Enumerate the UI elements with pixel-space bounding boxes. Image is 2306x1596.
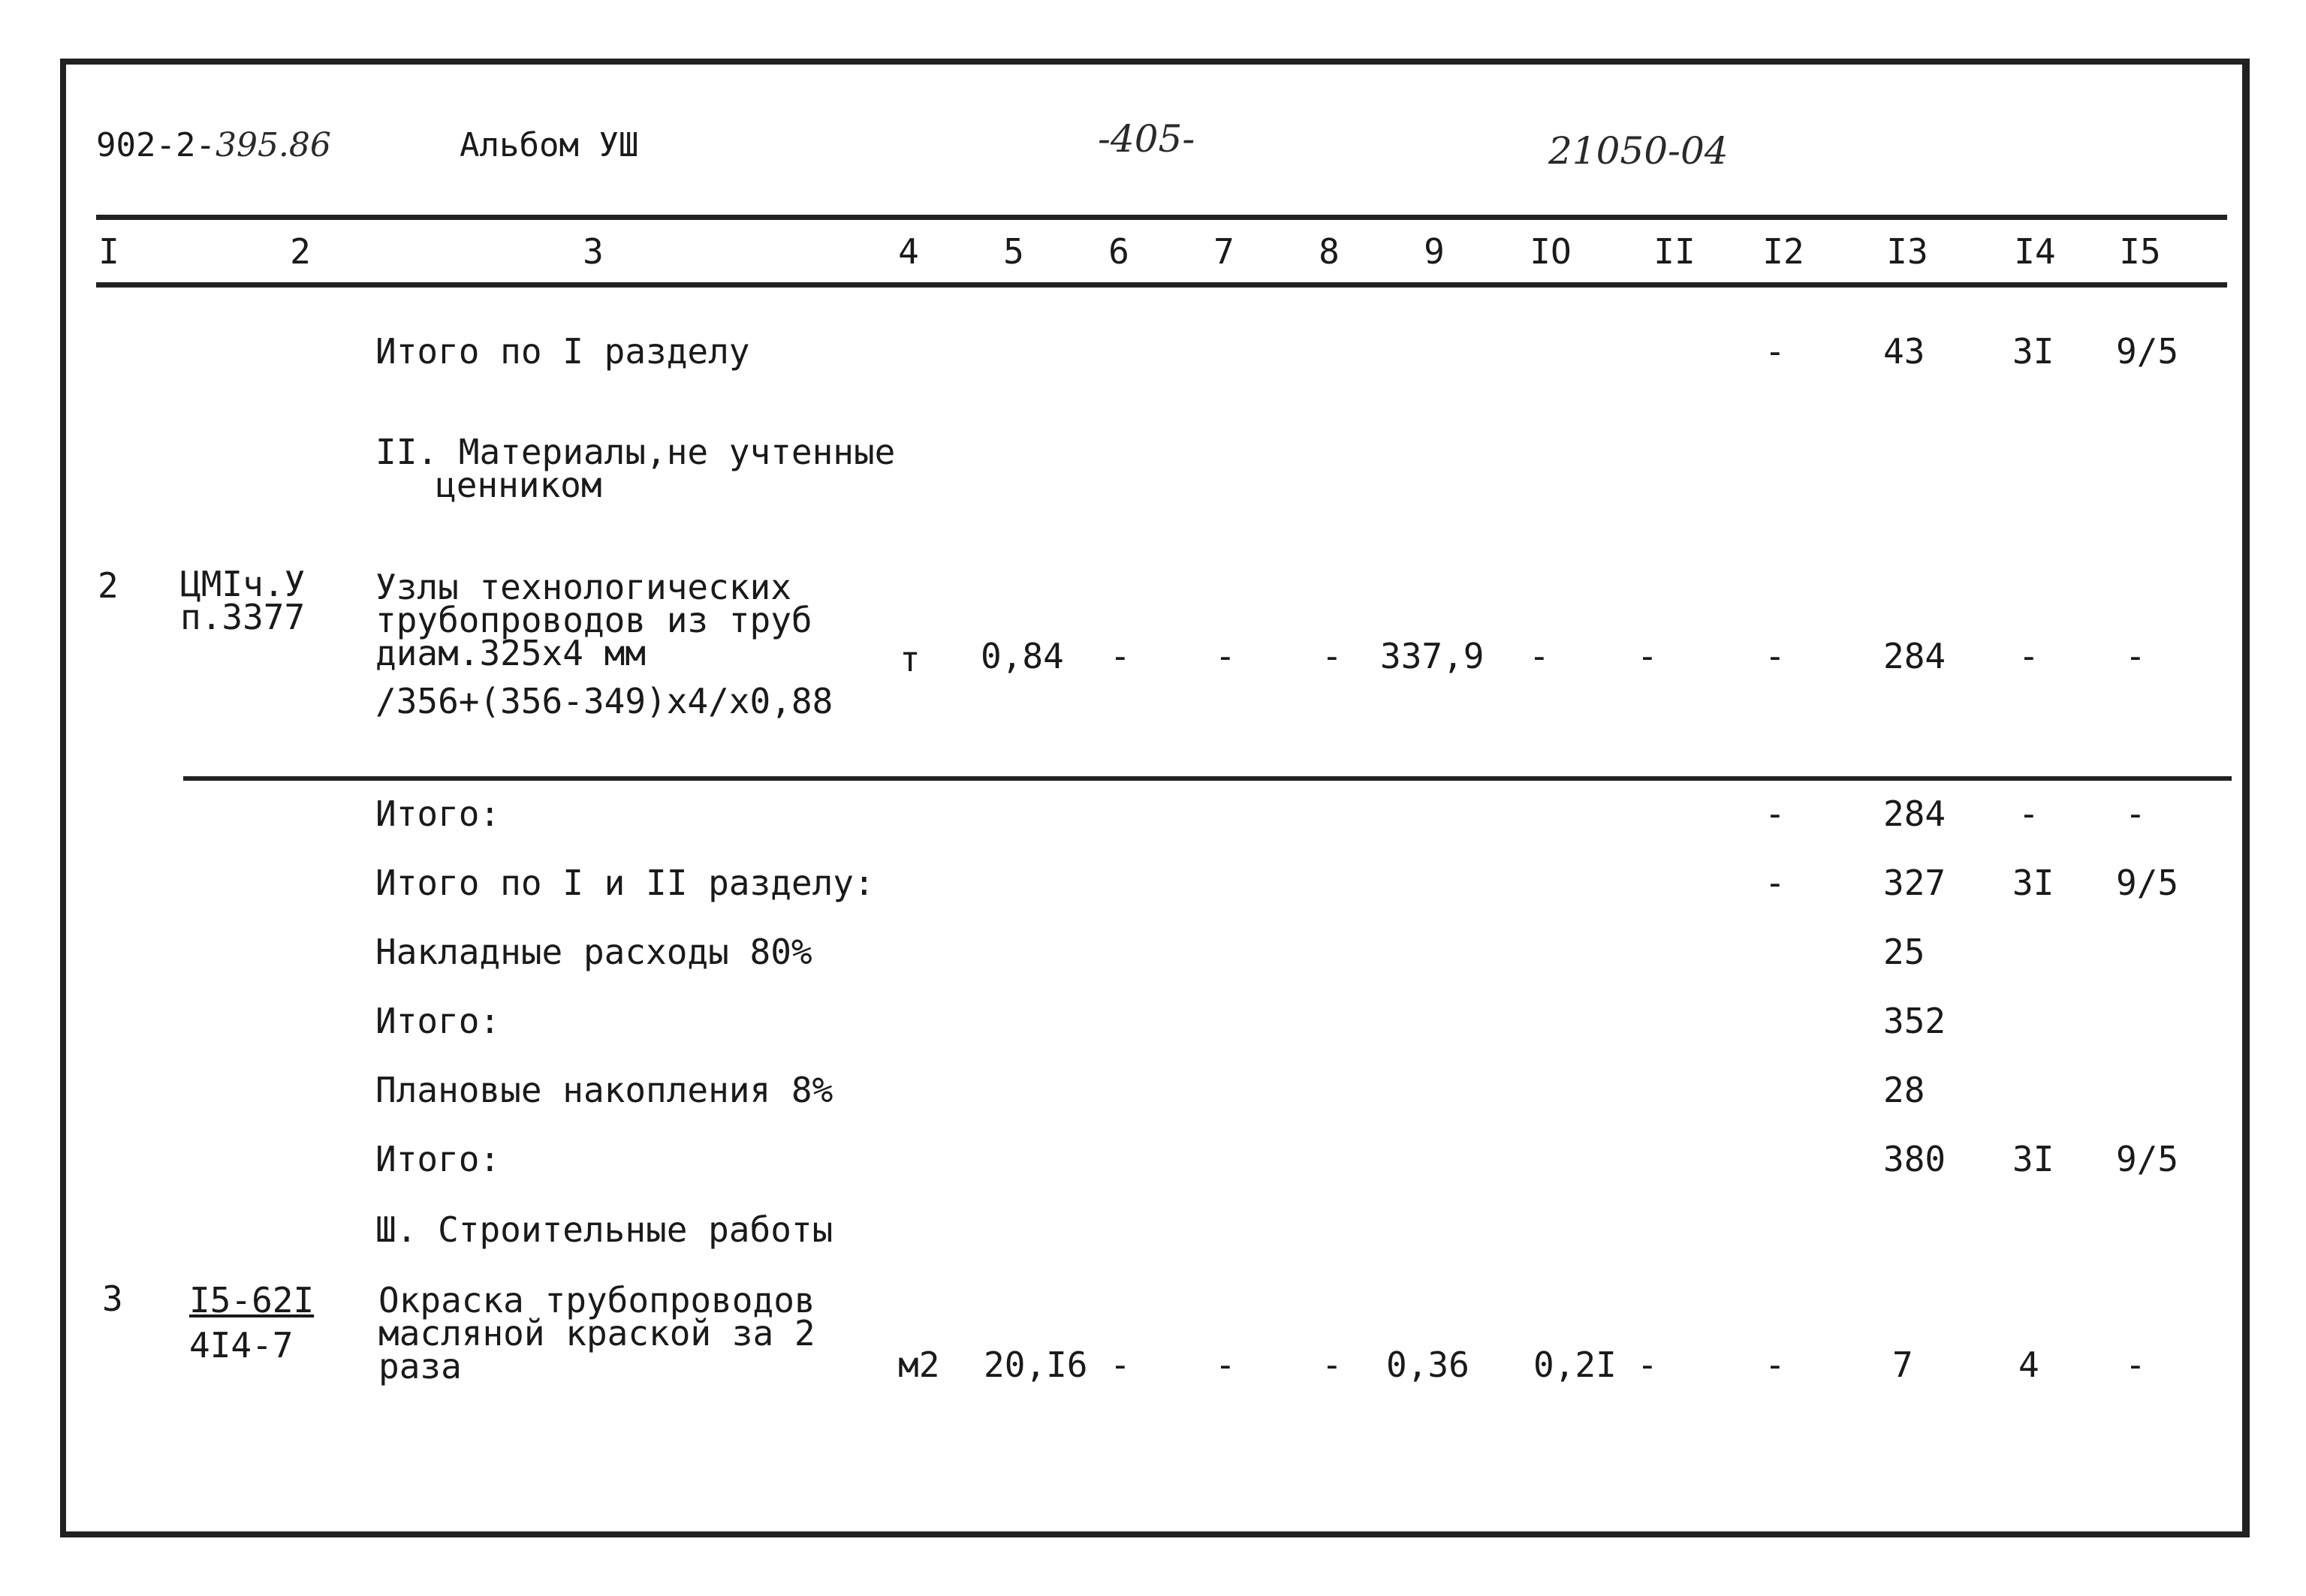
item3-c10: 0,2I [1533, 1345, 1617, 1385]
item2-desc-line2: трубопроводов из труб [375, 600, 812, 640]
overhead-label: Накладные расходы 80% [375, 932, 812, 972]
item2-description [375, 567, 833, 721]
col-num-13: I3 [1886, 231, 1928, 272]
doc-code-prefix: 902-2- [96, 126, 216, 164]
col-num-11: II [1653, 231, 1696, 272]
section3-heading: Ш. Строительные работы [375, 1209, 833, 1250]
item3-c14: 4 [2018, 1345, 2039, 1385]
item2-c15: - [2125, 636, 2146, 676]
item3-desc-line2: масляной краской за 2 [378, 1313, 815, 1354]
col-num-9: 9 [1424, 231, 1445, 272]
col-num-1: I [98, 231, 119, 272]
item3-c6: - [1110, 1345, 1131, 1385]
item3-code-line2: 4I4-7 [189, 1325, 294, 1366]
planned-label: Плановые накопления 8% [375, 1070, 833, 1110]
total-section12-c12: - [1765, 863, 1786, 903]
total3-c15: 9/5 [2116, 1139, 2179, 1179]
total-section1-c13: 43 [1883, 331, 1925, 372]
total3-c13: 380 [1883, 1139, 1946, 1179]
col-num-8: 8 [1319, 231, 1340, 272]
subtotal-rule [183, 776, 2232, 781]
item3-c15: - [2125, 1345, 2146, 1385]
col-num-6: 6 [1108, 231, 1129, 272]
total-section12-c14: 3I [2012, 863, 2054, 903]
overhead-c13: 25 [1883, 932, 1925, 972]
item3-code [189, 1281, 314, 1365]
total-section12-c15: 9/5 [2116, 863, 2179, 903]
item2-code-line2: п.3377 [180, 597, 306, 637]
section2-heading-line2: ценником [436, 465, 602, 505]
item2-qty: 0,84 [981, 636, 1064, 676]
item2-c14: - [2018, 636, 2039, 676]
page-number: -405- [1098, 117, 1195, 161]
total2-c13: 352 [1883, 1001, 1946, 1041]
item3-c9: 0,36 [1386, 1345, 1470, 1385]
item3-qty: 20,I6 [984, 1345, 1088, 1385]
subtotal-label: Итого: [375, 793, 501, 834]
col-num-14: I4 [2014, 231, 2056, 272]
col-num-3: 3 [583, 231, 604, 272]
item3-desc-line3: раза [378, 1346, 462, 1387]
item2-c10: - [1529, 636, 1550, 676]
col-num-4: 4 [898, 231, 919, 272]
col-num-10: IO [1530, 231, 1572, 272]
item3-number: 3 [102, 1278, 123, 1319]
col-num-5: 5 [1003, 231, 1024, 272]
item3-c12: - [1765, 1345, 1786, 1385]
header-top-rule [96, 215, 2227, 220]
total-section1-c14: 3I [2012, 331, 2054, 372]
item3-c13: 7 [1892, 1345, 1913, 1385]
total3-label: Итого: [375, 1139, 501, 1179]
doc-code [96, 126, 331, 164]
subtotal-c15: - [2125, 793, 2146, 834]
item3-description [378, 1280, 815, 1387]
code-right: 21050-04 [1548, 129, 1729, 173]
item3-code-line1: I5-62I [189, 1280, 315, 1320]
album-title: Альбом УШ [460, 126, 639, 164]
col-num-15: I5 [2119, 231, 2161, 272]
item2-c6: - [1110, 636, 1131, 676]
header-bottom-rule [96, 282, 2227, 288]
item2-number: 2 [98, 565, 119, 606]
total-section1-c15: 9/5 [2116, 331, 2179, 372]
item2-c13: 284 [1883, 636, 1946, 676]
item2-desc-line3: диам.325х4 мм [375, 633, 647, 673]
planned-c13: 28 [1883, 1070, 1925, 1110]
item2-c11: - [1637, 636, 1658, 676]
doc-code-handwritten: 395.86 [215, 126, 331, 164]
item3-desc-line1: Окраска трубопроводов [378, 1280, 815, 1320]
subtotal-c13: 284 [1883, 793, 1946, 834]
item3-c7: - [1215, 1345, 1236, 1385]
section2-heading-line1: II. Материалы,не учтенные [375, 432, 896, 472]
item2-c7: - [1215, 636, 1236, 676]
item3-c11: - [1637, 1345, 1658, 1385]
item2-code [180, 564, 306, 637]
item3-c8: - [1322, 1345, 1343, 1385]
total-section12-label: Итого по I и II разделу: [375, 863, 875, 903]
section2-heading [375, 432, 896, 505]
col-num-2: 2 [290, 231, 311, 272]
total2-label: Итого: [375, 1001, 501, 1041]
item2-c12: - [1765, 636, 1786, 676]
item2-c8: - [1322, 636, 1343, 676]
total-section1-label: Итого по I разделу [375, 331, 750, 372]
item2-desc-line4: /356+(356-349)х4/х0,88 [375, 681, 833, 721]
col-num-7: 7 [1213, 231, 1234, 272]
item3-unit: м2 [898, 1345, 940, 1385]
total-section12-c13: 327 [1883, 863, 1946, 903]
item2-code-line1: ЦМIч.У [180, 564, 306, 604]
subtotal-c14: - [2018, 793, 2039, 834]
subtotal-c12: - [1765, 793, 1786, 834]
total3-c14: 3I [2012, 1139, 2054, 1179]
item2-c9: 337,9 [1380, 636, 1485, 676]
total-section1-c12: - [1765, 331, 1786, 372]
col-num-12: I2 [1762, 231, 1804, 272]
item2-unit: т [900, 639, 921, 679]
item2-desc-line1: Узлы технологических [375, 567, 791, 607]
